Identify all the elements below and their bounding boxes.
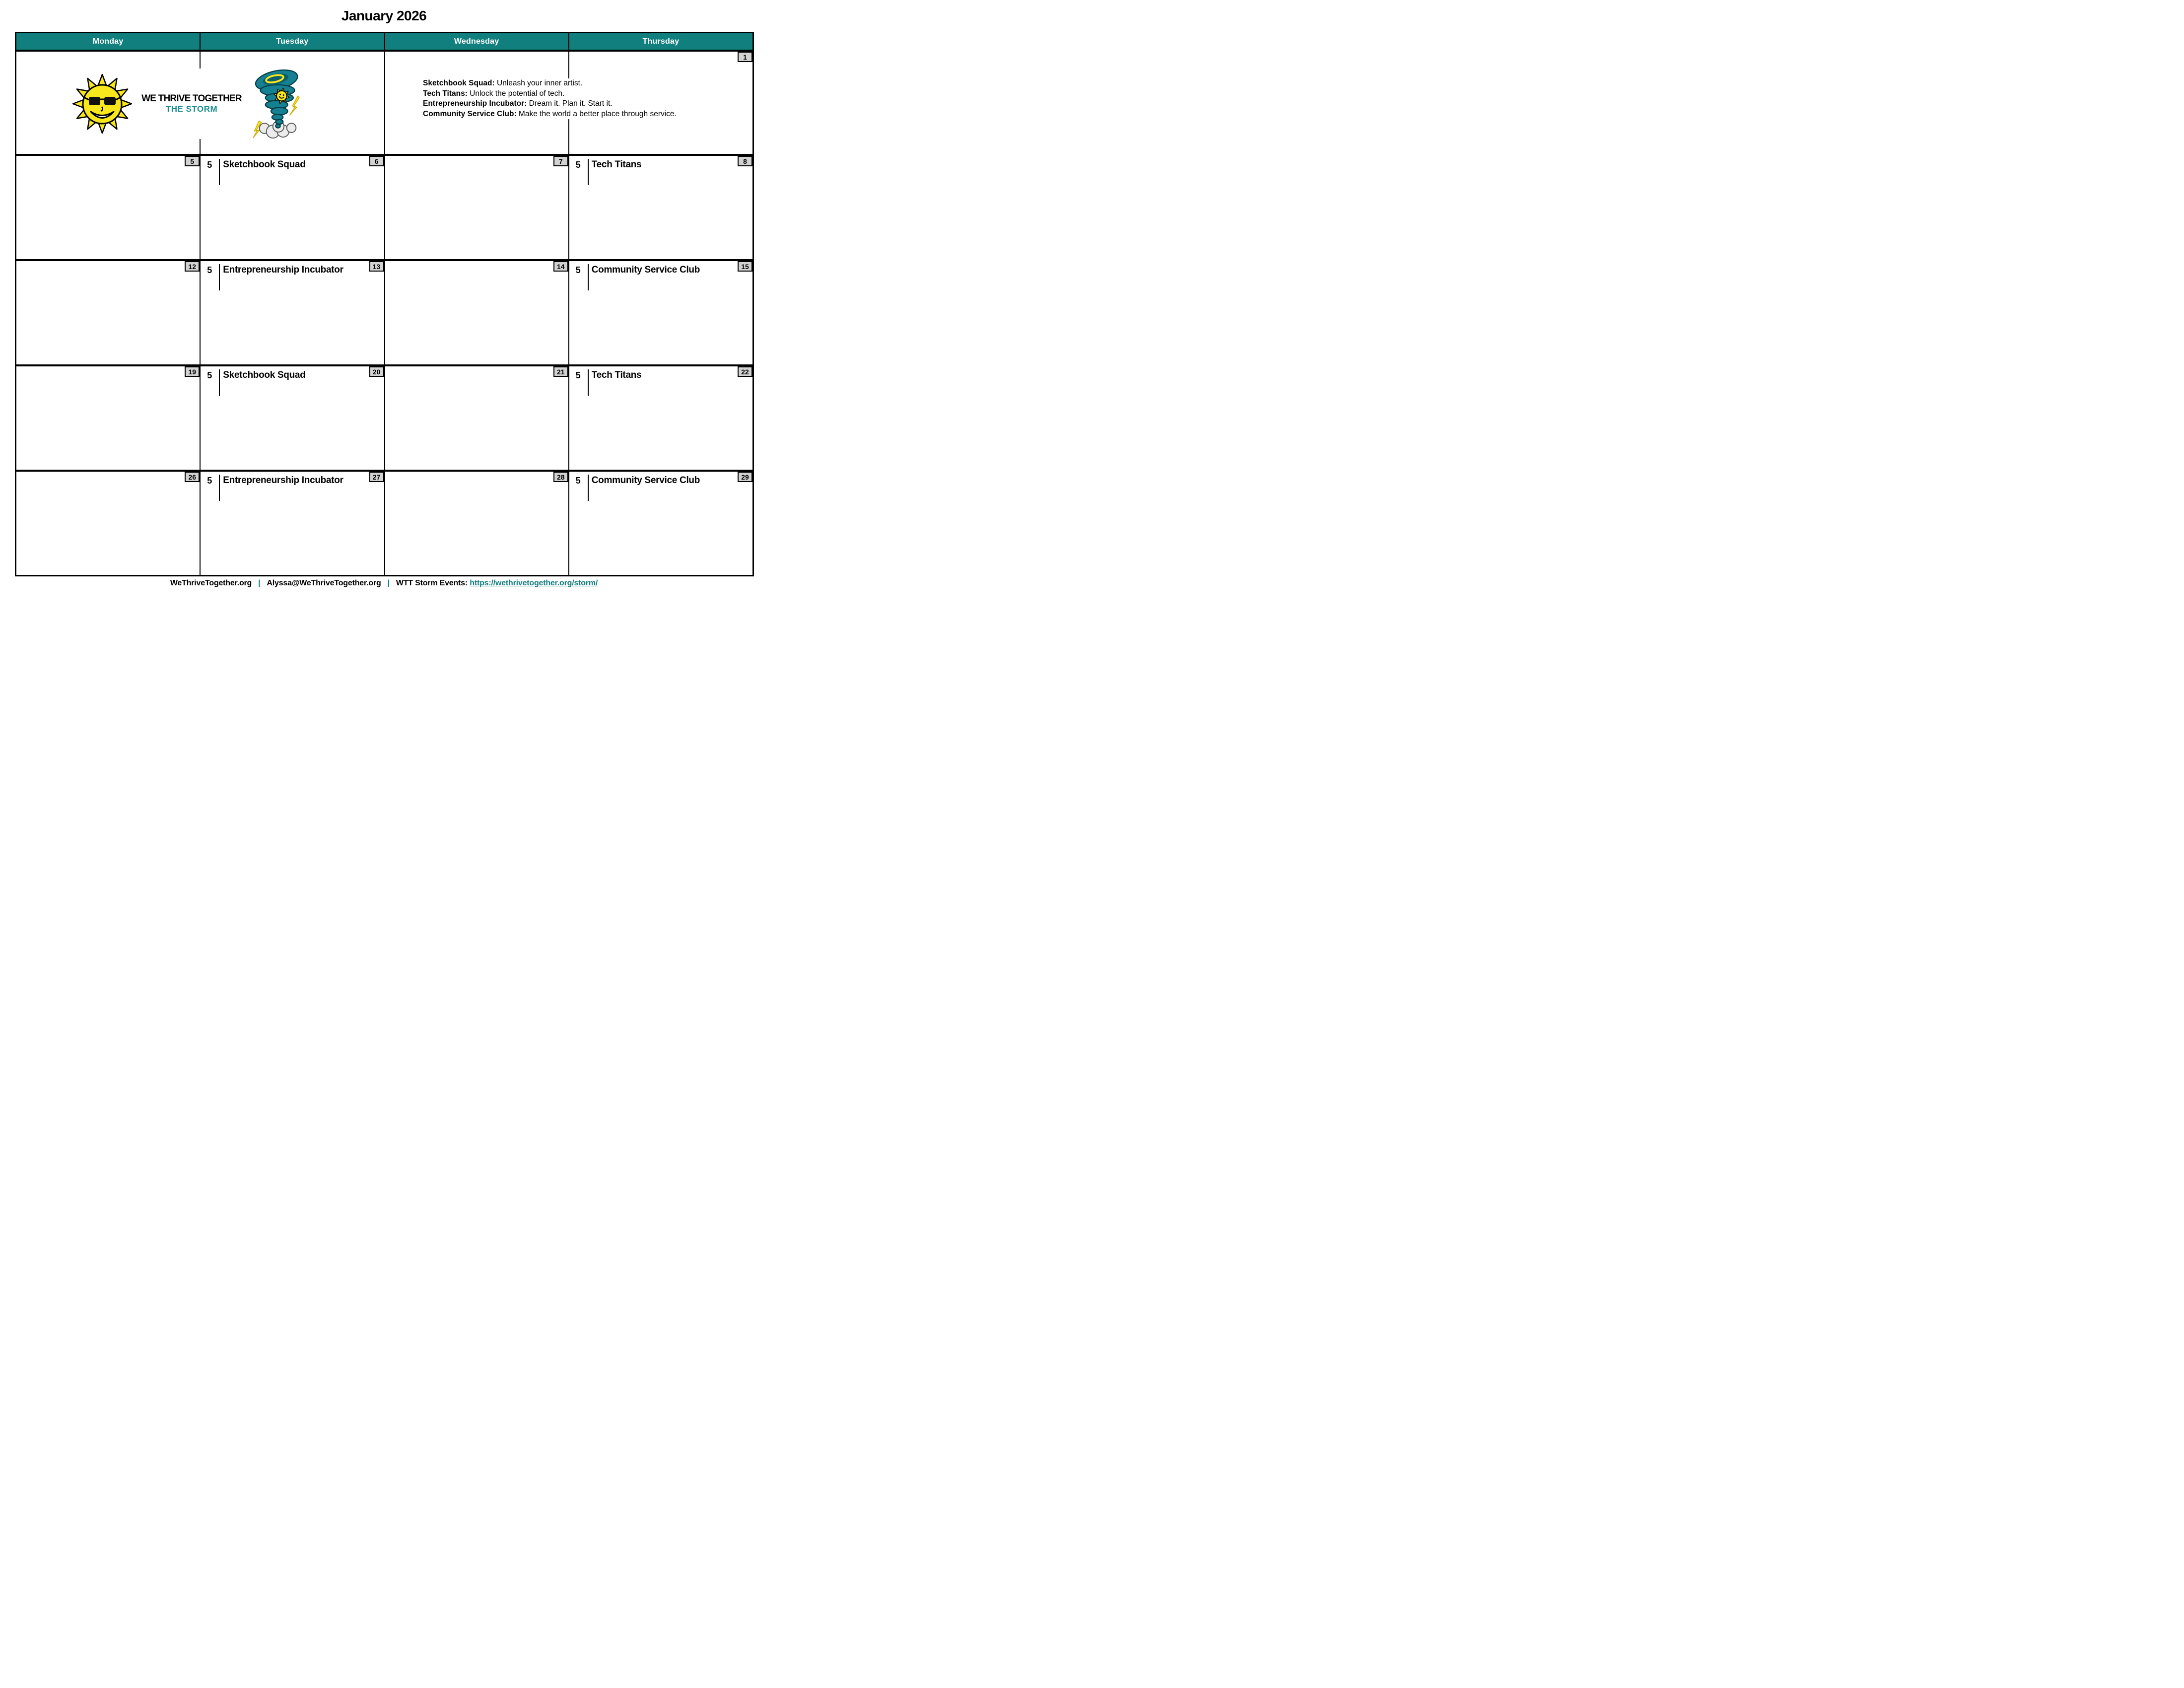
club-desc: Dream it. Plan it. Start it. [527,99,613,108]
tornado-icon [251,69,305,139]
calendar-event [576,369,642,396]
date-badge: 20 [369,366,384,377]
event-title: Tech Titans [591,370,642,380]
calendar-event [207,159,305,185]
day-cell [16,366,200,470]
event-time: 5 [575,476,581,486]
calendar-event [576,264,700,290]
page-title: January 2026 [341,8,427,23]
calendar-event [576,159,642,185]
storm-events-link[interactable]: https://wethrivetogether.org/storm/ [470,579,598,587]
day-cell [201,472,384,575]
event-duration-bar [219,475,220,501]
event-duration-bar [219,159,220,185]
calendar-event [207,369,305,396]
club-description-line [423,78,711,89]
day-cell [569,366,752,470]
club-description-line [423,99,711,109]
date-badge: 29 [738,472,752,482]
date-badge: 13 [369,261,384,272]
event-time: 5 [575,370,581,380]
date-badge: 14 [553,261,568,272]
day-cell [201,156,384,259]
club-description-line [423,89,711,99]
date-badge: 21 [553,366,568,377]
club-desc: Unleash your inner artist. [494,79,583,87]
event-time: 5 [207,265,212,275]
club-desc: Make the world a better place through service. [516,109,677,118]
date-badge: 15 [738,261,752,272]
event-time: 5 [575,160,581,170]
weekday-header-wednesday: Wednesday [385,33,568,50]
date-badge: 1 [738,52,752,62]
date-badge: 5 [185,156,200,166]
event-time: 5 [207,476,212,486]
logo-org-name: WE THRIVE TOGETHER [141,93,242,104]
club-descriptions [423,78,711,119]
day-cell [569,156,752,259]
club-name: Entrepreneurship Incubator: [423,99,527,108]
footer-events-label: WTT Storm Events: [396,579,468,587]
club-name: Community Service Club: [423,109,517,118]
footer-email: Alyssa@WeThriveTogether.org [267,579,381,587]
date-badge: 27 [369,472,384,482]
logo [72,69,305,139]
date-badge: 8 [738,156,752,166]
event-duration-bar [588,475,589,501]
day-cell [201,261,384,364]
weekday-header-monday: Monday [16,33,200,50]
calendar-event [207,475,343,501]
footer-separator: | [258,579,261,587]
weekday-header-thursday: Thursday [569,33,752,50]
day-cell [16,261,200,364]
event-title: Community Service Club [591,475,700,486]
day-cell [569,472,752,575]
event-time: 5 [207,160,212,170]
event-duration-bar [219,264,220,290]
weekday-header-tuesday: Tuesday [201,33,384,50]
event-title: Entrepreneurship Incubator [223,265,343,275]
day-cell [385,261,568,364]
calendar-event [576,475,700,501]
event-duration-bar [588,159,589,185]
day-cell [385,472,568,575]
date-badge: 7 [553,156,568,166]
footer-site: WeThriveTogether.org [170,579,252,587]
event-duration-bar [219,369,220,396]
event-title: Community Service Club [591,265,700,275]
date-badge: 12 [185,261,200,272]
day-cell [569,261,752,364]
logo-text [137,93,246,114]
day-cell [201,366,384,470]
event-duration-bar [588,369,589,396]
day-cell [385,366,568,470]
date-badge: 26 [185,472,200,482]
day-cell [385,156,568,259]
event-duration-bar [588,264,589,290]
event-title: Entrepreneurship Incubator [223,475,343,486]
logo-program-name: THE STORM [165,104,218,114]
footer [0,579,768,588]
date-badge: 6 [369,156,384,166]
event-title: Sketchbook Squad [223,159,306,170]
club-name: Tech Titans: [423,89,468,98]
club-description-line [423,109,711,120]
day-cell [16,472,200,575]
calendar-event [207,264,343,290]
sun-with-sunglasses-icon [72,74,132,134]
club-desc: Unlock the potential of tech. [467,89,565,98]
day-cell [16,156,200,259]
date-badge: 19 [185,366,200,377]
event-time: 5 [575,265,581,275]
date-badge: 28 [553,472,568,482]
event-title: Tech Titans [591,159,642,170]
event-time: 5 [207,370,212,380]
club-name: Sketchbook Squad: [423,79,495,87]
footer-separator: | [387,579,390,587]
date-badge: 22 [738,366,752,377]
event-title: Sketchbook Squad [223,370,306,380]
